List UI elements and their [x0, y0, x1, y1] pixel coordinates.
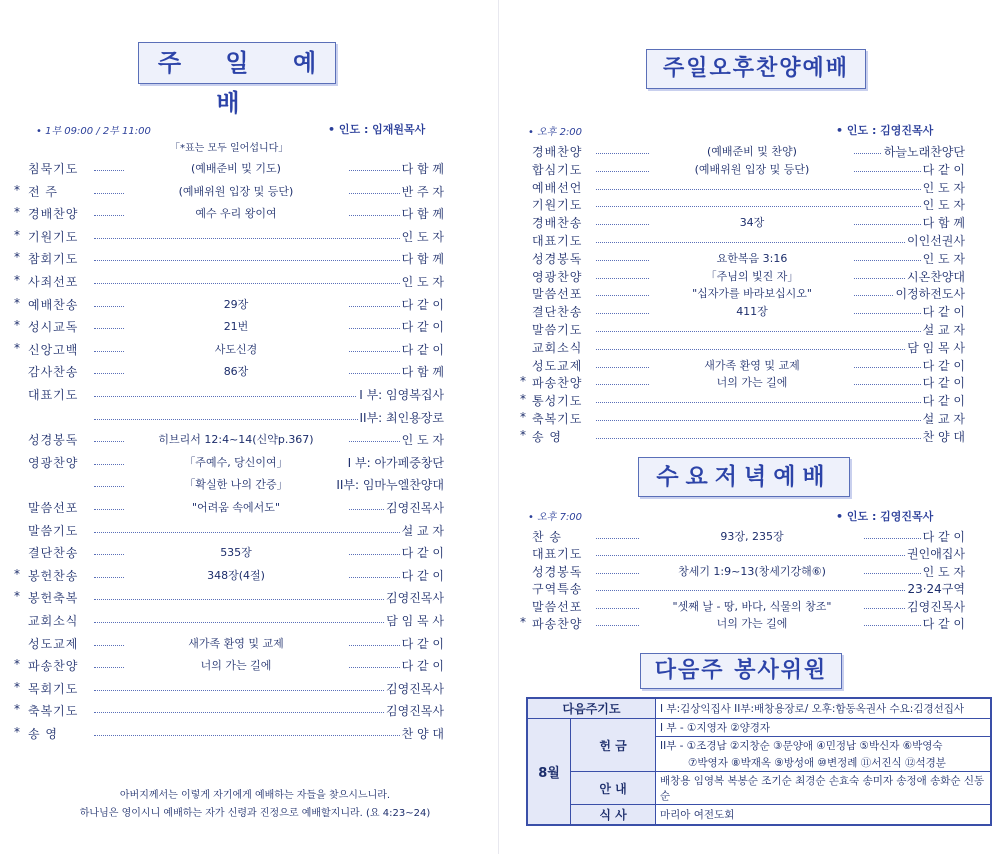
order-item-person: 다 같 이: [401, 546, 444, 561]
dot-leader: [94, 283, 442, 284]
order-item-label: 성도교제: [532, 358, 583, 373]
order-item-detail: 요한복음 3:16: [650, 250, 854, 266]
standing-marker: *: [14, 725, 20, 739]
service-order-row: [14, 589, 444, 609]
order-item-person: 찬 양 대: [922, 429, 965, 444]
order-item-label: 전 주: [28, 184, 58, 199]
order-item-detail: 86장: [124, 363, 348, 379]
sunday-service-panel: [0, 0, 490, 854]
order-item-person: 다 같 이: [401, 297, 444, 312]
order-item-detail: 너의 가는 길에: [650, 374, 854, 390]
order-item-detail: (예배위원 입장 및 등단): [124, 183, 348, 199]
order-item-label: 성경봉독: [532, 251, 583, 266]
order-item-detail: 93장, 235장: [640, 528, 864, 544]
guide-label: 안 내: [571, 772, 656, 805]
service-order-row: [14, 454, 444, 474]
order-item-person: I 부: 임영복집사: [359, 388, 444, 402]
order-item-person: 다 같 이: [401, 568, 444, 583]
order-item-detail: 21번: [124, 318, 348, 334]
order-item-person: 시온찬양대: [907, 269, 965, 284]
service-order-row: [14, 680, 444, 700]
order-item-detail: 예수 우리 왕이여: [124, 205, 348, 221]
standing-marker: *: [520, 392, 526, 407]
order-item-detail: (예배준비 및 기도): [124, 160, 348, 176]
order-item-person: 다 같 이: [922, 530, 965, 544]
order-item-label: 교회소식: [532, 340, 583, 355]
order-item-label: 성시교독: [28, 320, 79, 335]
order-item-label: 교회소식: [28, 614, 79, 628]
order-item-detail: 「확실한 나의 간증」: [124, 476, 348, 492]
order-item-label: 말씀기도: [532, 323, 583, 337]
order-item-person: II부: 최인용장로: [359, 410, 444, 425]
afternoon-service-panel: [510, 0, 1000, 854]
order-item-detail: 411장: [650, 303, 854, 319]
standing-marker: *: [14, 679, 20, 694]
standing-marker: *: [14, 566, 20, 581]
table-row: [527, 805, 991, 826]
order-item-detail: 348장(4절): [124, 567, 348, 583]
order-item-person: 김영진목사: [907, 599, 965, 614]
offering-line-3: ⑦박영자 ⑧박재옥 ⑨방성애 ⑩변정례 ⑪서진식 ⑫석경분: [656, 754, 992, 772]
standing-marker: *: [14, 318, 20, 333]
order-item-detail: "셋째 날 - 땅, 바다, 식물의 창조": [640, 598, 864, 614]
order-item-person: 설 교 자: [922, 323, 965, 337]
order-item-label: 예배찬송: [28, 297, 79, 312]
order-item-person: 다 같 이: [922, 394, 965, 409]
standing-marker: *: [14, 589, 20, 604]
dot-leader: [94, 260, 442, 261]
order-item-label: 송 영: [28, 727, 58, 741]
dot-leader: [596, 420, 963, 421]
scripture-verse-line1: 아버지께서는 이렇게 자기에게 예배하는 자들을 찾으시느니라.: [119, 790, 391, 801]
order-item-person: 다 함 께: [401, 162, 444, 176]
order-item-person: 담 임 목 사: [907, 340, 965, 355]
order-item-label: 침묵기도: [28, 162, 79, 176]
order-item-detail: (예배준비 및 찬양): [650, 143, 854, 159]
order-item-label: 구역특송: [532, 582, 583, 597]
offering-label: 헌 금: [571, 719, 656, 772]
order-item-detail: (예배위원 입장 및 등단): [650, 161, 854, 177]
order-item-label: 성도교제: [28, 636, 79, 651]
service-order-row: [14, 386, 444, 406]
standing-marker: *: [14, 205, 20, 220]
service-order-row: [14, 363, 444, 383]
order-item-person: 설 교 자: [401, 523, 444, 538]
service-order-row: [14, 657, 444, 677]
order-item-label: 봉헌찬송: [28, 568, 79, 583]
order-item-detail: 히브리서 12:4~14(신약p.367): [124, 431, 348, 447]
service-time: • 1부 09:00 / 2부 11:00: [36, 126, 151, 137]
meal-label: 식 사: [571, 805, 656, 826]
order-item-person: 반 주 자: [401, 184, 444, 199]
service-order-row: [14, 183, 444, 203]
service-order-row: [520, 428, 965, 448]
order-item-person: 김영진목사: [386, 704, 444, 719]
order-item-person: 김영진목사: [386, 591, 444, 606]
offering-line-1: I 부 - ①지영자 ②양경자: [656, 719, 992, 737]
table-row: [527, 698, 991, 719]
order-item-label: 경배찬양: [532, 145, 583, 159]
order-item-label: 통성기도: [532, 394, 583, 409]
page-fold: [498, 0, 499, 854]
order-item-label: 축복기도: [28, 704, 79, 719]
standing-marker: *: [520, 615, 526, 629]
order-item-label: 예배선언: [532, 180, 583, 195]
order-item-label: 송 영: [532, 429, 562, 444]
order-item-label: 말씀선포: [532, 287, 583, 302]
dot-leader: [596, 331, 963, 332]
standing-note: 「*표는 모두 일어섭니다」: [170, 143, 289, 154]
order-item-person: 다 함 께: [401, 365, 444, 380]
service-leader: • 인도 : 임재원목사: [328, 123, 426, 136]
guide-value: 배창용 임영복 복봉순 조기순 최경순 손효숙 송미자 송정애 송화순 신동순: [656, 772, 992, 805]
standing-marker: *: [14, 250, 20, 265]
order-item-label: 말씀선포: [28, 501, 79, 515]
service-order-row: [14, 273, 444, 293]
afternoon-service-title: 주일오후찬양예배: [646, 49, 866, 89]
order-item-label: 감사찬송: [28, 365, 79, 380]
order-item-label: 대표기도: [28, 388, 79, 402]
order-item-person: 다 함 께: [401, 252, 444, 267]
order-item-label: 파송찬양: [532, 617, 583, 631]
standing-marker: *: [520, 427, 526, 442]
service-order-row: [14, 228, 444, 248]
order-item-detail: 「주님의 빛진 자」: [650, 268, 854, 284]
order-item-label: 결단찬송: [532, 305, 583, 320]
service-order-row: [520, 615, 965, 635]
order-item-person: 권인애집사: [907, 547, 965, 562]
order-item-person: 찬 양 대: [401, 727, 444, 741]
order-item-label: 기원기도: [28, 229, 79, 244]
afternoon-leader: • 인도 : 김영진목사: [836, 124, 934, 137]
service-order-row: [14, 499, 444, 519]
order-item-label: 대표기도: [532, 234, 583, 248]
order-item-person: 다 같 이: [922, 617, 965, 631]
service-order-row: [14, 250, 444, 270]
order-item-label: 참회기도: [28, 252, 79, 267]
dot-leader: [596, 402, 963, 403]
standing-marker: *: [14, 340, 20, 355]
volunteers-table: [526, 697, 992, 826]
service-order-row: [14, 160, 444, 180]
standing-marker: *: [14, 227, 20, 242]
order-item-person: 인 도 자: [922, 180, 965, 195]
order-item-person: 다 같 이: [401, 659, 444, 674]
order-item-label: 경배찬양: [28, 207, 79, 222]
order-item-label: 파송찬양: [28, 659, 79, 674]
order-item-label: 성경봉독: [532, 564, 583, 579]
service-order-row: [14, 612, 444, 632]
order-item-label: 사죄선포: [28, 275, 79, 289]
order-item-person: 다 함 께: [401, 207, 444, 222]
service-order-row: [14, 544, 444, 564]
order-item-label: 성경봉독: [28, 433, 79, 448]
order-item-label: 영광찬양: [532, 269, 583, 284]
order-item-label: 경배찬송: [532, 216, 583, 231]
order-item-person: 인 도 자: [922, 198, 965, 213]
afternoon-time: • 오후 2:00: [528, 127, 583, 138]
prayer-value: I 부:김상익집사 II부:배창용장로/ 오후:함동옥권사 수요:김경선집사: [656, 698, 992, 719]
service-order-row: [14, 205, 444, 225]
order-item-person: 하늘노래찬양단: [883, 145, 965, 159]
service-order-row: [14, 635, 444, 655]
standing-marker: *: [14, 295, 20, 310]
table-row: [527, 719, 991, 737]
order-item-person: 다 같 이: [922, 376, 965, 391]
order-item-person: 다 같 이: [401, 636, 444, 651]
order-item-detail: 너의 가는 길에: [124, 657, 348, 673]
service-order-row: [14, 318, 444, 338]
standing-marker: *: [14, 702, 20, 717]
table-row: [527, 772, 991, 805]
service-order-row: [14, 522, 444, 542]
month-cell: 8월: [527, 719, 571, 826]
service-order-row: [14, 431, 444, 451]
service-order-row: [14, 409, 444, 429]
order-item-person: 인 도 자: [401, 433, 444, 448]
order-item-person: 다 함 께: [922, 216, 965, 231]
standing-marker: *: [520, 374, 526, 389]
order-item-label: 대표기도: [532, 547, 583, 562]
order-item-label: 영광찬양: [28, 455, 79, 470]
dot-leader: [596, 206, 963, 207]
order-item-detail: 535장: [124, 544, 348, 560]
sunday-service-title: 주 일 예 배: [138, 42, 336, 84]
order-item-person: 인 도 자: [401, 275, 444, 289]
order-item-detail: 창세기 1:9~13(창세기강해⑥): [640, 563, 864, 579]
standing-marker: *: [520, 410, 526, 424]
dot-leader: [94, 735, 442, 736]
wednesday-time: • 오후 7:00: [528, 512, 583, 523]
meal-value: 마리아 여전도회: [656, 805, 992, 826]
service-order-row: [14, 567, 444, 587]
order-item-person: 김영진목사: [386, 681, 444, 696]
standing-marker: *: [14, 657, 20, 672]
order-item-label: 봉헌축복: [28, 591, 79, 606]
order-item-person: II부: 임마누엘찬양대: [336, 478, 444, 493]
order-item-person: 23·24구역: [907, 582, 965, 597]
order-item-label: 합심기도: [532, 162, 583, 177]
order-item-label: 말씀기도: [28, 523, 79, 538]
order-item-person: 다 같 이: [922, 358, 965, 373]
order-item-person: 담 임 목 사: [386, 614, 444, 628]
order-item-person: 이정하전도사: [895, 287, 965, 302]
dot-leader: [94, 532, 442, 533]
order-item-detail: 새가족 환영 및 교제: [124, 635, 348, 651]
wednesday-service-title: 수요저녁예배: [638, 457, 850, 497]
service-order-row: [14, 476, 444, 496]
order-item-person: 다 같 이: [922, 305, 965, 320]
order-item-label: 결단찬송: [28, 546, 79, 561]
volunteers-title: 다음주 봉사위원: [640, 653, 842, 689]
order-item-person: 인 도 자: [922, 564, 965, 579]
service-order-row: [14, 702, 444, 722]
dot-leader: [596, 189, 963, 190]
order-item-person: I 부: 아가페중창단: [347, 455, 444, 470]
service-order-row: [14, 296, 444, 316]
order-item-detail: 새가족 환영 및 교제: [650, 357, 854, 373]
order-item-person: 김영진목사: [386, 501, 444, 515]
order-item-detail: 34장: [650, 214, 854, 230]
order-item-detail: 사도신경: [124, 341, 348, 357]
dot-leader: [94, 238, 442, 239]
order-item-person: 다 같 이: [401, 342, 444, 357]
order-item-label: 목회기도: [28, 681, 79, 696]
order-item-detail: "십자가를 바라보십시오": [650, 285, 854, 301]
offering-line-2: II부 - ①조경남 ②지창순 ③문양애 ④민정남 ⑤박신자 ⑥박영숙: [656, 737, 992, 755]
order-item-person: 다 같 이: [922, 162, 965, 177]
order-item-person: 설 교 자: [922, 412, 965, 426]
order-item-label: 말씀선포: [532, 599, 583, 614]
order-item-person: 이인선권사: [907, 234, 965, 248]
service-order-row: [14, 341, 444, 361]
scripture-verse-line2: 하나님은 영이시니 예배하는 자가 신령과 진정으로 예배할지니라. (요 4:23~24): [79, 808, 431, 819]
order-item-person: 인 도 자: [401, 229, 444, 244]
order-item-label: 파송찬양: [532, 376, 583, 391]
standing-marker: *: [14, 182, 20, 197]
order-item-person: 다 같 이: [401, 320, 444, 335]
order-item-label: 기원기도: [532, 198, 583, 213]
order-item-label: 신앙고백: [28, 342, 79, 357]
wednesday-leader: • 인도 : 김영진목사: [836, 510, 934, 523]
dot-leader: [596, 438, 963, 439]
prayer-label: 다음주기도: [527, 698, 656, 719]
service-order-row: [14, 725, 444, 745]
order-item-detail: "어려움 속에서도": [124, 499, 348, 515]
order-item-person: 인 도 자: [922, 251, 965, 266]
standing-marker: *: [14, 273, 20, 287]
order-item-label: 찬 송: [532, 530, 562, 544]
order-item-detail: 「주예수, 당신이여」: [124, 454, 348, 470]
order-item-detail: 너의 가는 길에: [640, 615, 864, 631]
order-item-label: 축복기도: [532, 412, 583, 426]
order-item-detail: 29장: [124, 296, 348, 312]
